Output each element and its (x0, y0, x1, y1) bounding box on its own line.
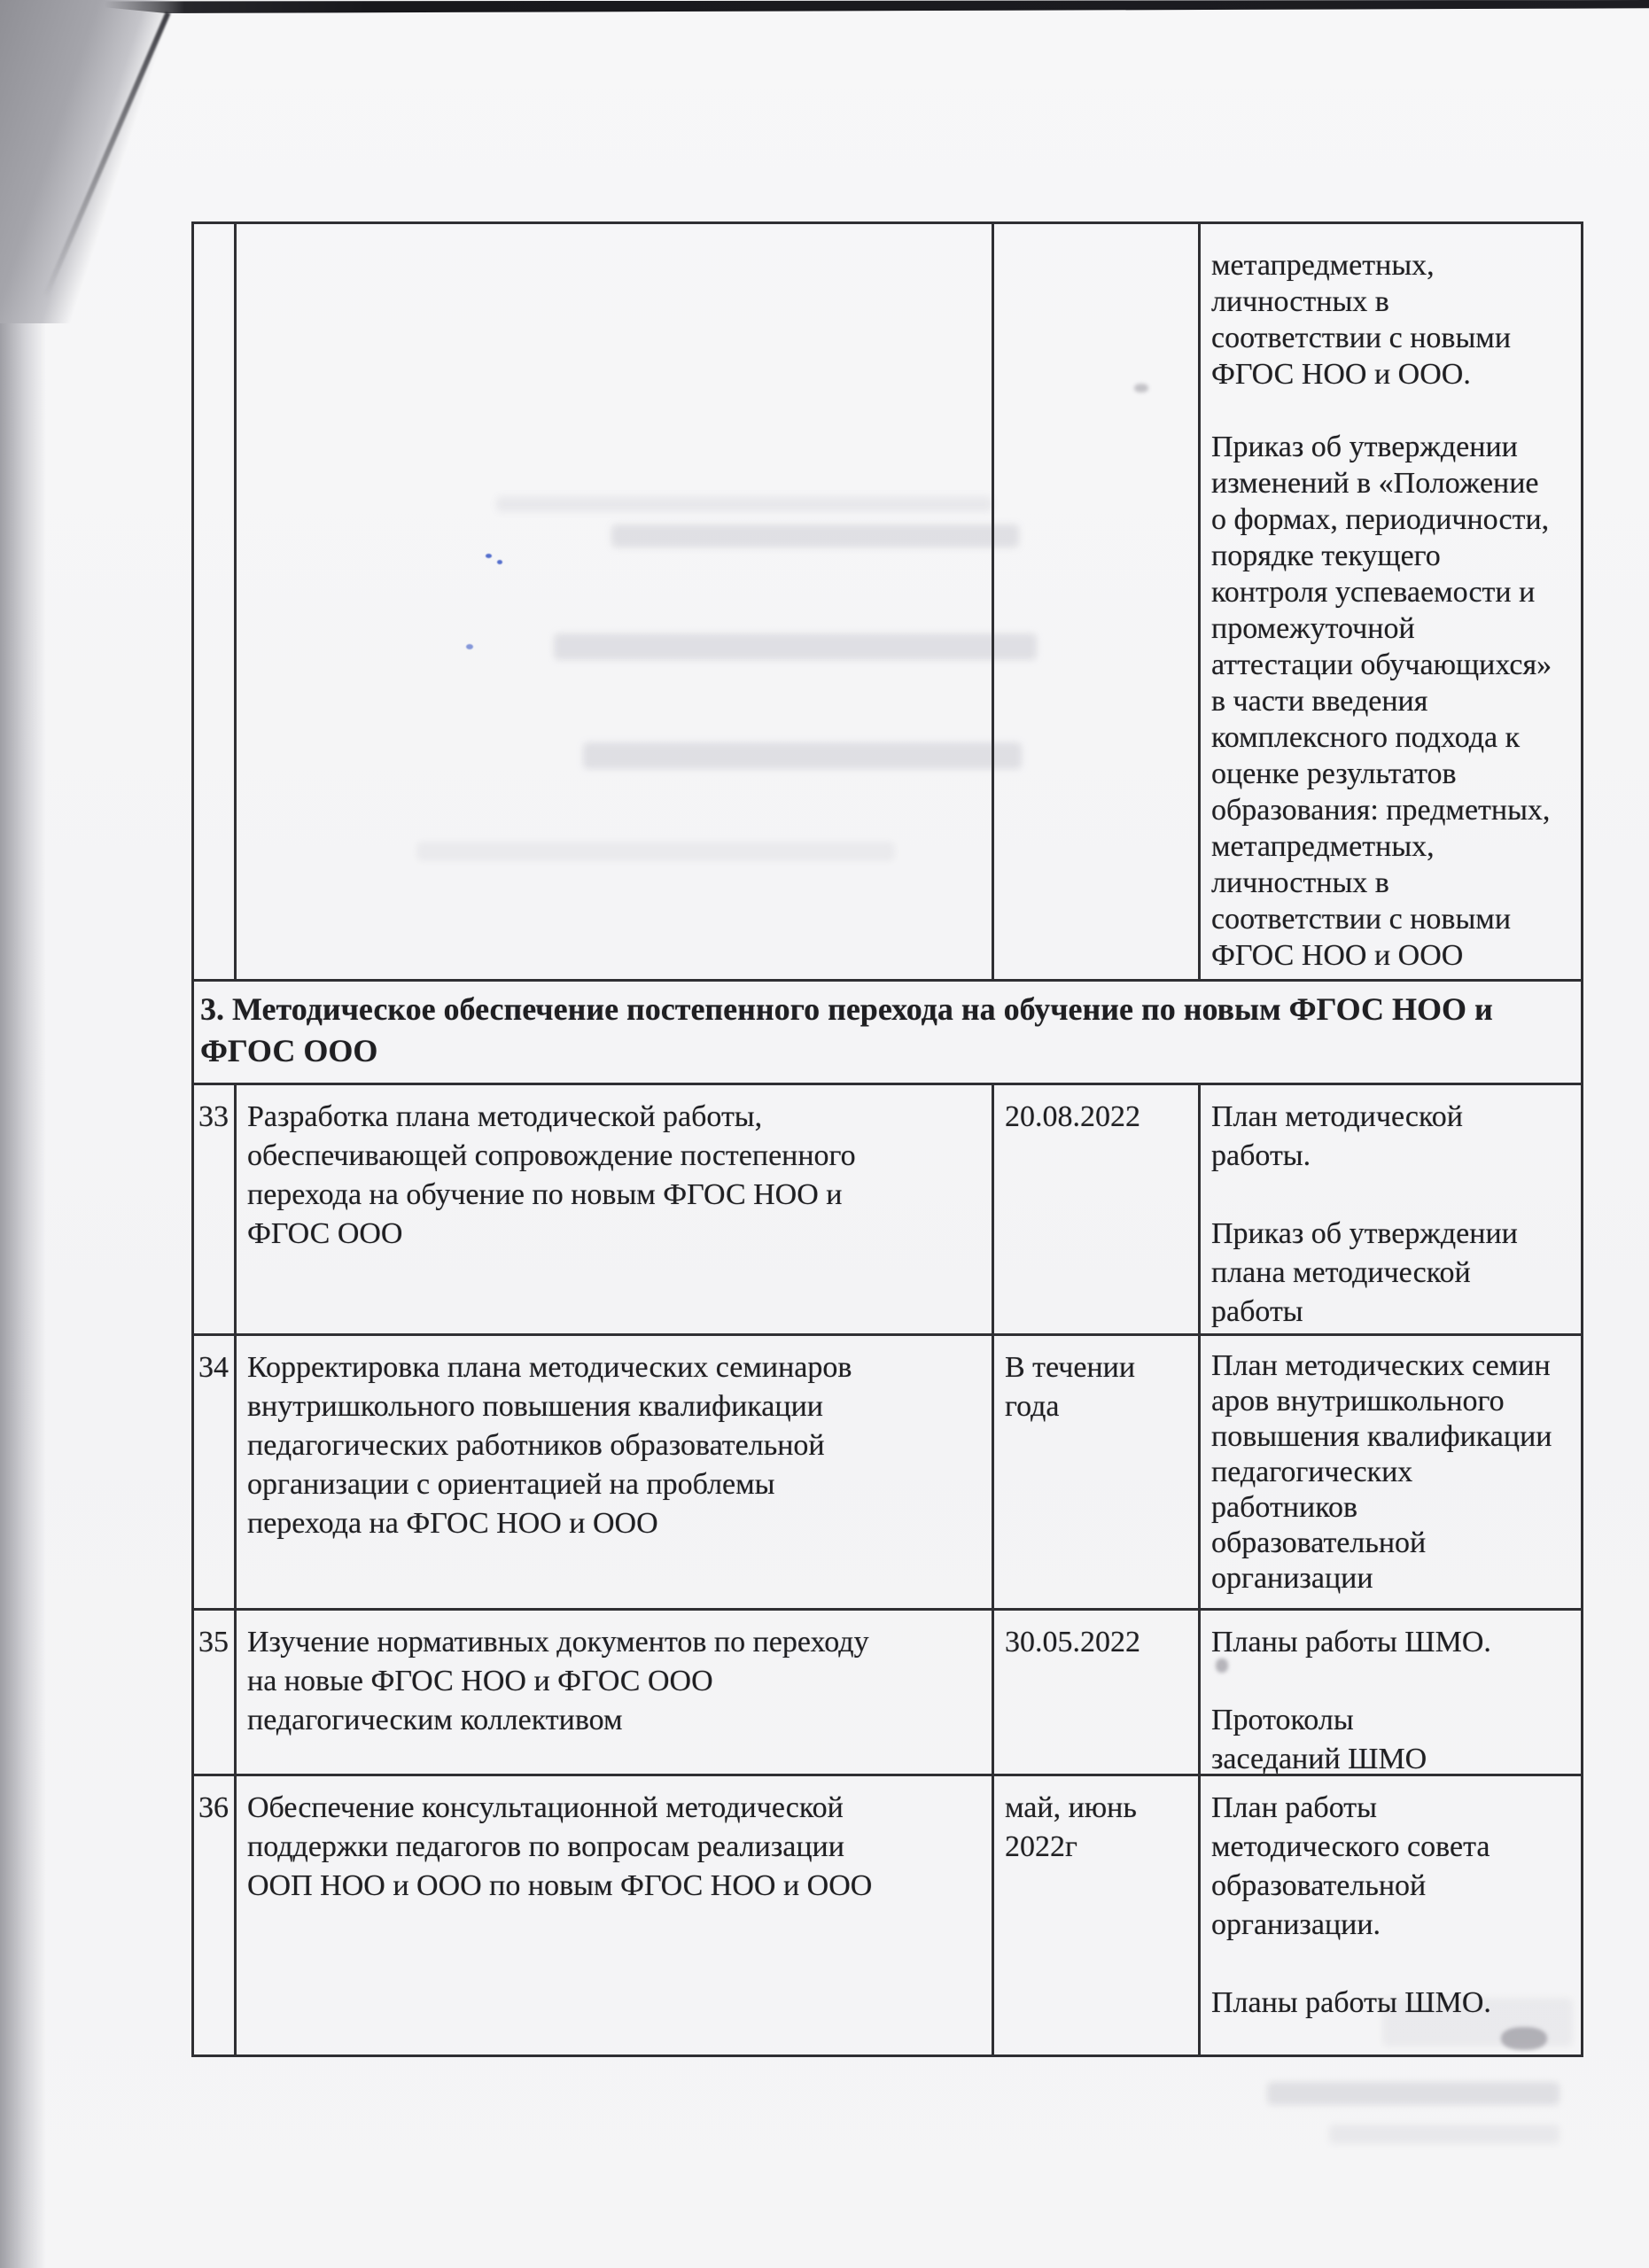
text-line: повышения квалификации (1211, 1420, 1552, 1453)
text-line: педагогических работников образовательной (247, 1429, 825, 1462)
text-line (1211, 1945, 1574, 1984)
text-line: педагогических (1211, 1456, 1413, 1488)
row-35-date-cell (994, 1611, 1201, 1776)
text-line: Изучение нормативных документов по переходу (247, 1626, 869, 1658)
text-line: года (1005, 1390, 1060, 1423)
row-36-activity-cell (237, 1776, 994, 2057)
text-line: организации. (1211, 1908, 1381, 1941)
text-line: обеспечивающей сопровождение постепенного (247, 1139, 856, 1172)
row-34-date-cell (994, 1336, 1201, 1611)
text-line: В течении (1005, 1351, 1136, 1384)
scan-top-shadow (105, 0, 1649, 13)
text-line: 3. Методическое обеспечение постепенного перехода на обучение по новым ФГОС НОО и (200, 991, 1493, 1027)
text-line: работников (1211, 1491, 1358, 1524)
text-line: личностных в (1211, 285, 1389, 318)
section-header (194, 982, 1583, 1085)
row-33-activity-cell (237, 1085, 994, 1336)
fgos-transition-plan-table (191, 221, 1583, 2057)
text-line: методического совета (1211, 1830, 1490, 1863)
text-line: на новые ФГОС НОО и ФГОС ООО (247, 1665, 713, 1697)
continuation-number-cell (194, 224, 237, 982)
text-line: изменений в «Положение (1211, 467, 1539, 500)
scan-corner-shadow (0, 0, 226, 323)
text-line: организации с ориентацией на проблемы (247, 1468, 775, 1501)
bleedthrough-text-ghost (1329, 2124, 1560, 2144)
text-line: ФГОС ООО (200, 1033, 378, 1068)
text-line: порядке текущего (1211, 540, 1441, 572)
text-line: Приказ об утверждении (1211, 1217, 1518, 1250)
text-line: образовательной (1211, 1526, 1427, 1559)
text-line: Планы работы ШМО. (1211, 1986, 1491, 2019)
text-line: личностных в (1211, 866, 1389, 899)
text-line: ФГОС ООО (247, 1217, 403, 1250)
text-line: образовательной (1211, 1869, 1427, 1902)
text-line: метапредметных, (1211, 249, 1435, 282)
text-line: образования: предметных, (1211, 794, 1551, 827)
continuation-date-cell (994, 224, 1201, 982)
text-line (1211, 1176, 1574, 1215)
text-line: заседаний ШМО (1211, 1743, 1427, 1775)
text-line: метапредметных, (1211, 830, 1435, 863)
row-36-result-cell (1201, 1776, 1583, 2057)
row-35-result-cell (1201, 1611, 1583, 1776)
row-33-result-cell (1201, 1085, 1583, 1336)
row-33-number-cell: 33 (194, 1085, 237, 1336)
text-line: организации (1211, 1562, 1373, 1595)
text-line: оценке результатов (1211, 757, 1457, 790)
scan-left-shadow (0, 0, 46, 2268)
bleedthrough-text-ghost (1267, 2082, 1560, 2105)
text-line (1211, 392, 1574, 429)
text-line: Обеспечение консультационной методической (247, 1791, 844, 1824)
text-line: аров внутришкольного (1211, 1385, 1505, 1418)
text-line: контроля успеваемости и (1211, 576, 1536, 609)
row-36-number-cell: 36 (194, 1776, 237, 2057)
text-line: о формах, периодичности, (1211, 503, 1550, 536)
text-line: соответствии с новыми (1211, 322, 1512, 354)
row-34-result-cell (1201, 1336, 1583, 1611)
text-line: педагогическим коллективом (247, 1704, 623, 1736)
row-35-activity-cell (237, 1611, 994, 1776)
text-line: поддержки педагогов по вопросам реализации (247, 1830, 844, 1863)
text-line: промежуточной (1211, 612, 1415, 645)
text-line: Разработка плана методической работы, (247, 1100, 763, 1133)
text-line: ООП НОО и ООО по новым ФГОС НОО и ООО (247, 1869, 873, 1902)
row-33-date-cell (994, 1085, 1201, 1336)
text-line: работы. (1211, 1139, 1311, 1172)
text-line: работы (1211, 1295, 1303, 1328)
text-line: ФГОС НОО и ООО (1211, 939, 1464, 972)
row-34-activity-cell (237, 1336, 994, 1611)
text-line: перехода на обучение по новым ФГОС НОО и (247, 1178, 843, 1211)
text-line: май, июнь (1005, 1791, 1137, 1824)
continuation-activity-cell (237, 224, 994, 982)
text-line: комплексного подхода к (1211, 721, 1521, 754)
text-line: 20.08.2022 (1005, 1100, 1140, 1133)
text-line (1211, 1662, 1574, 1701)
text-line: Планы работы ШМО. (1211, 1626, 1491, 1658)
text-line: соответствии с новыми (1211, 903, 1512, 936)
row-34-number-cell: 34 (194, 1336, 237, 1611)
text-line: ФГОС НОО и ООО. (1211, 358, 1471, 391)
text-line: в части введения (1211, 685, 1428, 718)
text-line: 2022г (1005, 1830, 1077, 1863)
text-line: Протоколы (1211, 1704, 1354, 1736)
text-line: План методических семин (1211, 1349, 1551, 1382)
text-line: аттестации обучающихся» (1211, 649, 1552, 681)
text-line: План работы (1211, 1791, 1377, 1824)
text-line: 30.05.2022 (1005, 1626, 1140, 1658)
text-line: плана методической (1211, 1256, 1471, 1289)
text-line: внутришкольного повышения квалификации (247, 1390, 823, 1423)
row-35-number-cell: 35 (194, 1611, 237, 1776)
continuation-result-cell (1201, 224, 1583, 982)
text-line: План методической (1211, 1100, 1463, 1133)
row-36-date-cell (994, 1776, 1201, 2057)
text-line: Приказ об утверждении (1211, 431, 1518, 463)
text-line: Корректировка плана методических семинаров (247, 1351, 852, 1384)
text-line: перехода на ФГОС НОО и ООО (247, 1507, 658, 1540)
